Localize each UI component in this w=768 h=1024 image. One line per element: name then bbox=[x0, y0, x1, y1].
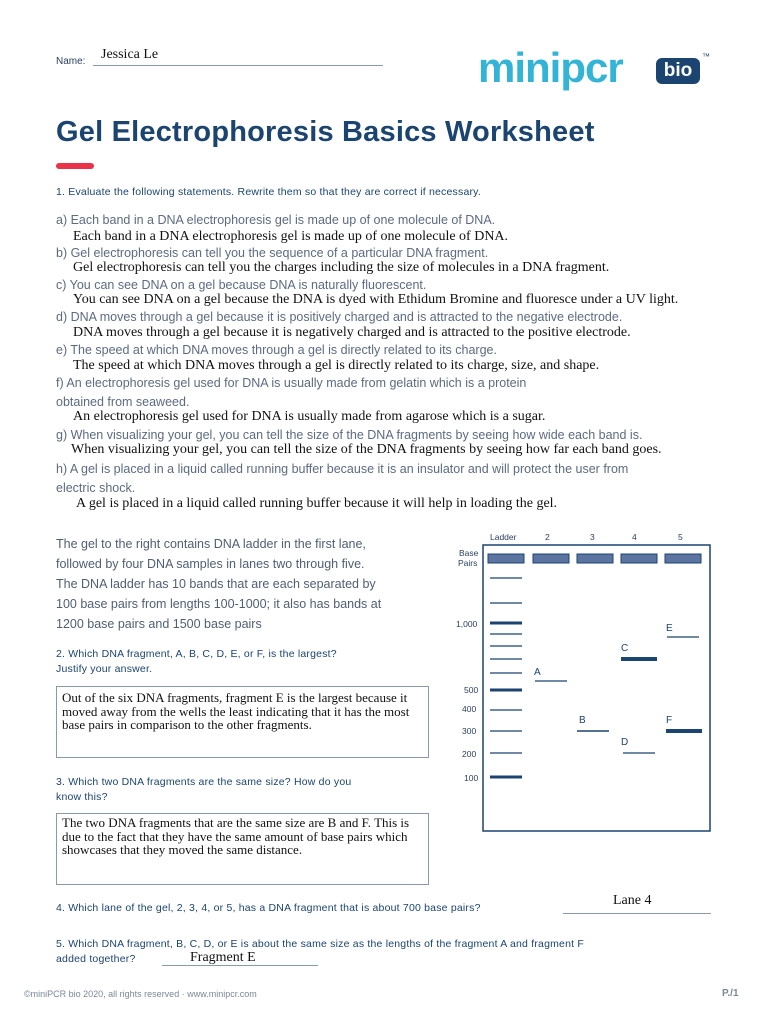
q2-prompt-line2: Justify your answer. bbox=[56, 663, 153, 675]
q4-prompt: 4. Which lane of the gel, 2, 3, 4, or 5, has a DNA fragment that is about 700 base pairs? bbox=[56, 902, 481, 914]
q2-answer-box[interactable] bbox=[56, 686, 429, 758]
q3-answer-box[interactable] bbox=[56, 813, 429, 885]
well-lane-3 bbox=[577, 554, 613, 563]
well-lane-2 bbox=[533, 554, 569, 563]
fragment-label-B: B bbox=[579, 715, 586, 726]
intro-line: The gel to the right contains DNA ladder in the first lane, bbox=[56, 537, 366, 551]
q1e-answer[interactable]: The speed at which DNA moves through a gel is directly related to its charge, size, and shape. bbox=[73, 358, 600, 373]
q5-prompt-line1: 5. Which DNA fragment, B, C, D, or E is about the same size as the lengths of the fragment A and fragment F bbox=[56, 938, 584, 950]
q1a-statement: a) Each band in a DNA electrophoresis gel is made up of one molecule of DNA. bbox=[56, 213, 496, 227]
q4-answer-line bbox=[563, 912, 711, 914]
q2-prompt-line1: 2. Which DNA fragment, A, B, C, D, E, or F, is the largest? bbox=[56, 648, 337, 660]
q4-answer[interactable]: Lane 4 bbox=[613, 893, 652, 908]
q1a-answer[interactable]: Each band in a DNA electrophoresis gel is made up of one molecule of DNA. bbox=[73, 229, 509, 244]
q3-prompt-line1: 3. Which two DNA fragments are the same size? How do you bbox=[56, 776, 352, 788]
fragment-label-A: A bbox=[534, 667, 541, 678]
q1h-answer[interactable]: A gel is placed in a liquid called running buffer because it will help in loading the gel. bbox=[76, 496, 558, 511]
q1c-answer[interactable]: You can see DNA on a gel because the DNA is dyed with Ethidum Bromine and fluoresce under a UV light. bbox=[73, 292, 679, 307]
name-label: Name: bbox=[56, 56, 86, 67]
lane-label-ladder: Ladder bbox=[490, 532, 517, 542]
q1d-answer[interactable]: DNA moves through a gel because it is negatively charged and is attracted to the positive electrode. bbox=[73, 325, 631, 340]
well-lane-5 bbox=[665, 554, 701, 563]
intro-line: 100 base pairs from lengths 100-1000; it also has bands at bbox=[56, 597, 382, 611]
logo-bio-badge: bio bbox=[656, 58, 700, 84]
fragment-label-F: F bbox=[666, 715, 673, 726]
logo-trademark: ™ bbox=[702, 52, 710, 61]
intro-line: 1200 base pairs and 1500 base pairs bbox=[56, 617, 262, 631]
page-number: P./1 bbox=[722, 988, 739, 999]
q3-prompt-line2: know this? bbox=[56, 791, 108, 803]
q1g-answer[interactable]: When visualizing your gel, you can tell the size of the DNA fragments by seeing how far each band goes. bbox=[71, 442, 662, 457]
logo-wordmark: minipcr bbox=[478, 44, 623, 91]
q1d-statement: d) DNA moves through a gel because it is positively charged and is attracted to the negative electrode. bbox=[56, 310, 623, 324]
fragment-label-D: D bbox=[621, 737, 629, 748]
size-label-1000: 1,000 bbox=[456, 619, 478, 629]
gel-svg bbox=[440, 530, 720, 840]
lane-label-2: 2 bbox=[545, 532, 550, 542]
q5-prompt-line2: added together? bbox=[56, 953, 136, 965]
gel-diagram bbox=[440, 530, 720, 840]
q1f-statement-line2: obtained from seaweed. bbox=[56, 395, 190, 409]
name-line bbox=[93, 64, 383, 66]
q3-answer: The two DNA fragments that are the same size are B and F. This is due to the fact that they have the same amount of base pairs which showcases that they moved the same distance. bbox=[62, 815, 410, 857]
size-label-400: 400 bbox=[462, 704, 477, 714]
size-label-100: 100 bbox=[464, 773, 479, 783]
intro-line: The DNA ladder has 10 bands that are each separated by bbox=[56, 577, 376, 591]
size-label-300: 300 bbox=[462, 726, 477, 736]
q1b-statement: b) Gel electrophoresis can tell you the sequence of a particular DNA fragment. bbox=[56, 246, 489, 260]
well-lane-4 bbox=[621, 554, 657, 563]
lane-label-4: 4 bbox=[632, 532, 637, 542]
q1f-statement-line1: f) An electrophoresis gel used for DNA is usually made from gelatin which is a protein bbox=[56, 376, 527, 390]
title-accent-bar bbox=[56, 163, 94, 169]
fragment-label-C: C bbox=[621, 643, 629, 654]
lane-label-3: 3 bbox=[590, 532, 595, 542]
gel-intro-paragraph bbox=[56, 534, 436, 634]
q5-answer[interactable]: Fragment E bbox=[190, 950, 256, 965]
q1-prompt: 1. Evaluate the following statements. Rewrite them so that they are correct if necessary. bbox=[56, 186, 481, 198]
minipcr-logo bbox=[478, 44, 718, 99]
intro-line: followed by four DNA samples in lanes two through five. bbox=[56, 557, 365, 571]
name-value[interactable]: Jessica Le bbox=[101, 47, 159, 62]
size-label-200: 200 bbox=[462, 749, 477, 759]
q1f-answer[interactable]: An electrophoresis gel used for DNA is usually made from agarose which is a sugar. bbox=[73, 409, 546, 424]
base-pairs-label-line2: Pairs bbox=[458, 558, 478, 568]
q1e-statement: e) The speed at which DNA moves through a gel is directly related to its charge. bbox=[56, 343, 497, 357]
size-label-500: 500 bbox=[464, 685, 479, 695]
page-title: Gel Electrophoresis Basics Worksheet bbox=[56, 116, 595, 148]
footer-copyright: ©miniPCR bio 2020, all rights reserved · www.minipcr.com bbox=[24, 989, 257, 999]
q1c-statement: c) You can see DNA on a gel because DNA is naturally fluorescent. bbox=[56, 278, 427, 292]
q1h-statement-line2: electric shock. bbox=[56, 481, 136, 495]
well-ladder bbox=[488, 554, 524, 563]
lane-label-5: 5 bbox=[678, 532, 683, 542]
gel-outline bbox=[483, 545, 710, 831]
fragment-label-E: E bbox=[666, 623, 673, 634]
q1h-statement-line1: h) A gel is placed in a liquid called running buffer because it is an insulator and will protect the user from bbox=[56, 462, 629, 476]
q1b-answer[interactable]: Gel electrophoresis can tell you the charges including the size of molecules in a DNA fragment. bbox=[73, 260, 610, 275]
q1g-statement: g) When visualizing your gel, you can tell the size of the DNA fragments by seeing how wide each band is. bbox=[56, 428, 643, 442]
q2-answer: Out of the six DNA fragments, fragment E is the largest because it moved away from the wells the least indicating that it has the most base pairs in comparison to the other fragments. bbox=[62, 690, 410, 732]
base-pairs-label-line1: Base bbox=[459, 548, 479, 558]
